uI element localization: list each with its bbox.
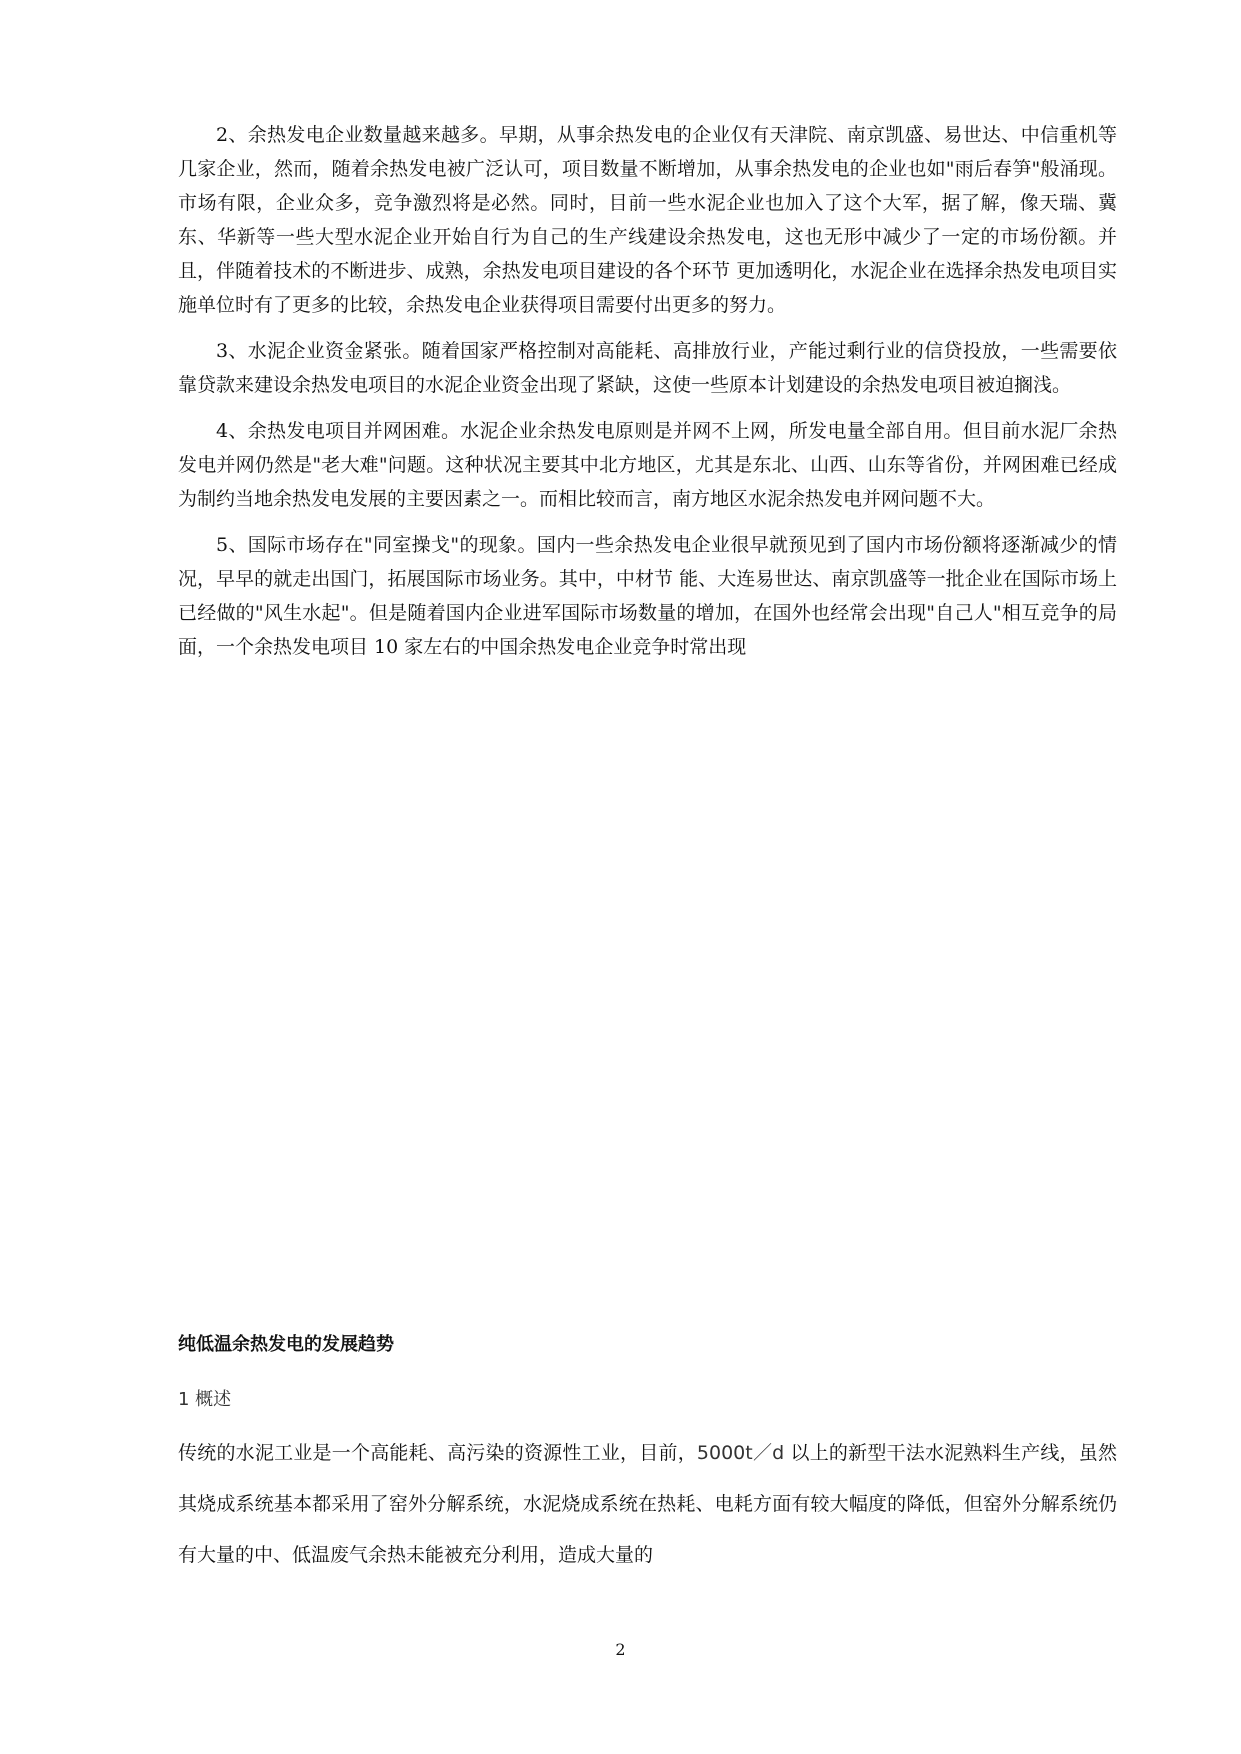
- body-text-part-2: 以上的新型干法水泥熟料生产线，虽然其烧成系统基本都采用了窑外分解系统，水泥烧成系统在热耗、电耗方面有较大幅度的降低，但窑外分解系统仍有大量的中、低温废气余热未能被充分利用，造成大量的: [178, 1442, 1117, 1566]
- section-body: [178, 1428, 1117, 1581]
- paragraph-2: 2、余热发电企业数量越来越多。早期，从事余热发电的企业仅有天津院、南京凯盛、易世达、中信重机等几家企业，然而，随着余热发电被广泛认可，项目数量不断增加，从事余热发电的企业也如"雨后春笋"般涌现。市场有限，企业众多，竞争激烈将是必然。同时，目前一些水泥企业也加入了这个大军，据了解，像天瑞、冀东、华新等一些大型水泥企业开始自行为自己的生产线建设余热发电，这也无形中减少了一定的市场份额。并且，伴随着技术的不断进步、成熟，余热发电项目建设的各个环节 更加透明化，水泥企业在选择余热发电项目实施单位时有了更多的比较，余热发电企业获得项目需要付出更多的努力。: [178, 124, 1117, 316]
- sub-heading: 1 概述: [178, 1389, 232, 1410]
- paragraph-4: 4、余热发电项目并网困难。水泥企业余热发电原则是并网不上网，所发电量全部自用。但目前水泥厂余热发电并网仍然是"老大难"问题。这种状况主要其中北方地区，尤其是东北、山西、山东等省份，并网困难已经成为制约当地余热发电发展的主要因素之一。而相比较而言，南方地区水泥余热发电并网问题不大。: [178, 420, 1117, 510]
- page-number: 2: [615, 1640, 626, 1659]
- body-text-part-1: 传统的水泥工业是一个高能耗、高污染的资源性工业，目前，: [178, 1442, 697, 1464]
- capacity-value: 5000t／d: [696, 1442, 785, 1464]
- paragraph-3: 3、水泥企业资金紧张。随着国家严格控制对高能耗、高排放行业，产能过剩行业的信贷投放，一些需要依靠贷款来建设余热发电项目的水泥企业资金出现了紧缺，这使一些原本计划建设的余热发电项目被迫搁浅。: [178, 340, 1117, 396]
- section-title: 纯低温余热发电的发展趋势: [178, 1334, 394, 1355]
- upper-text-block: [178, 118, 1117, 676]
- section-body-text: [178, 1428, 1117, 1581]
- paragraph-5: 5、国际市场存在"同室操戈"的现象。国内一些余热发电企业很早就预见到了国内市场份额将逐渐减少的情况，早早的就走出国门，拓展国际市场业务。其中，中材节 能、大连易世达、南京凯盛等一批企业在国际市场上已经做的"风生水起"。但是随着国内企业进军国际市场数量的增加，在国外也经常会出现"自己人"相互竞争的局面，一个余热发电项目 10 家左右的中国余热发电企业竞争时常出现: [178, 534, 1117, 658]
